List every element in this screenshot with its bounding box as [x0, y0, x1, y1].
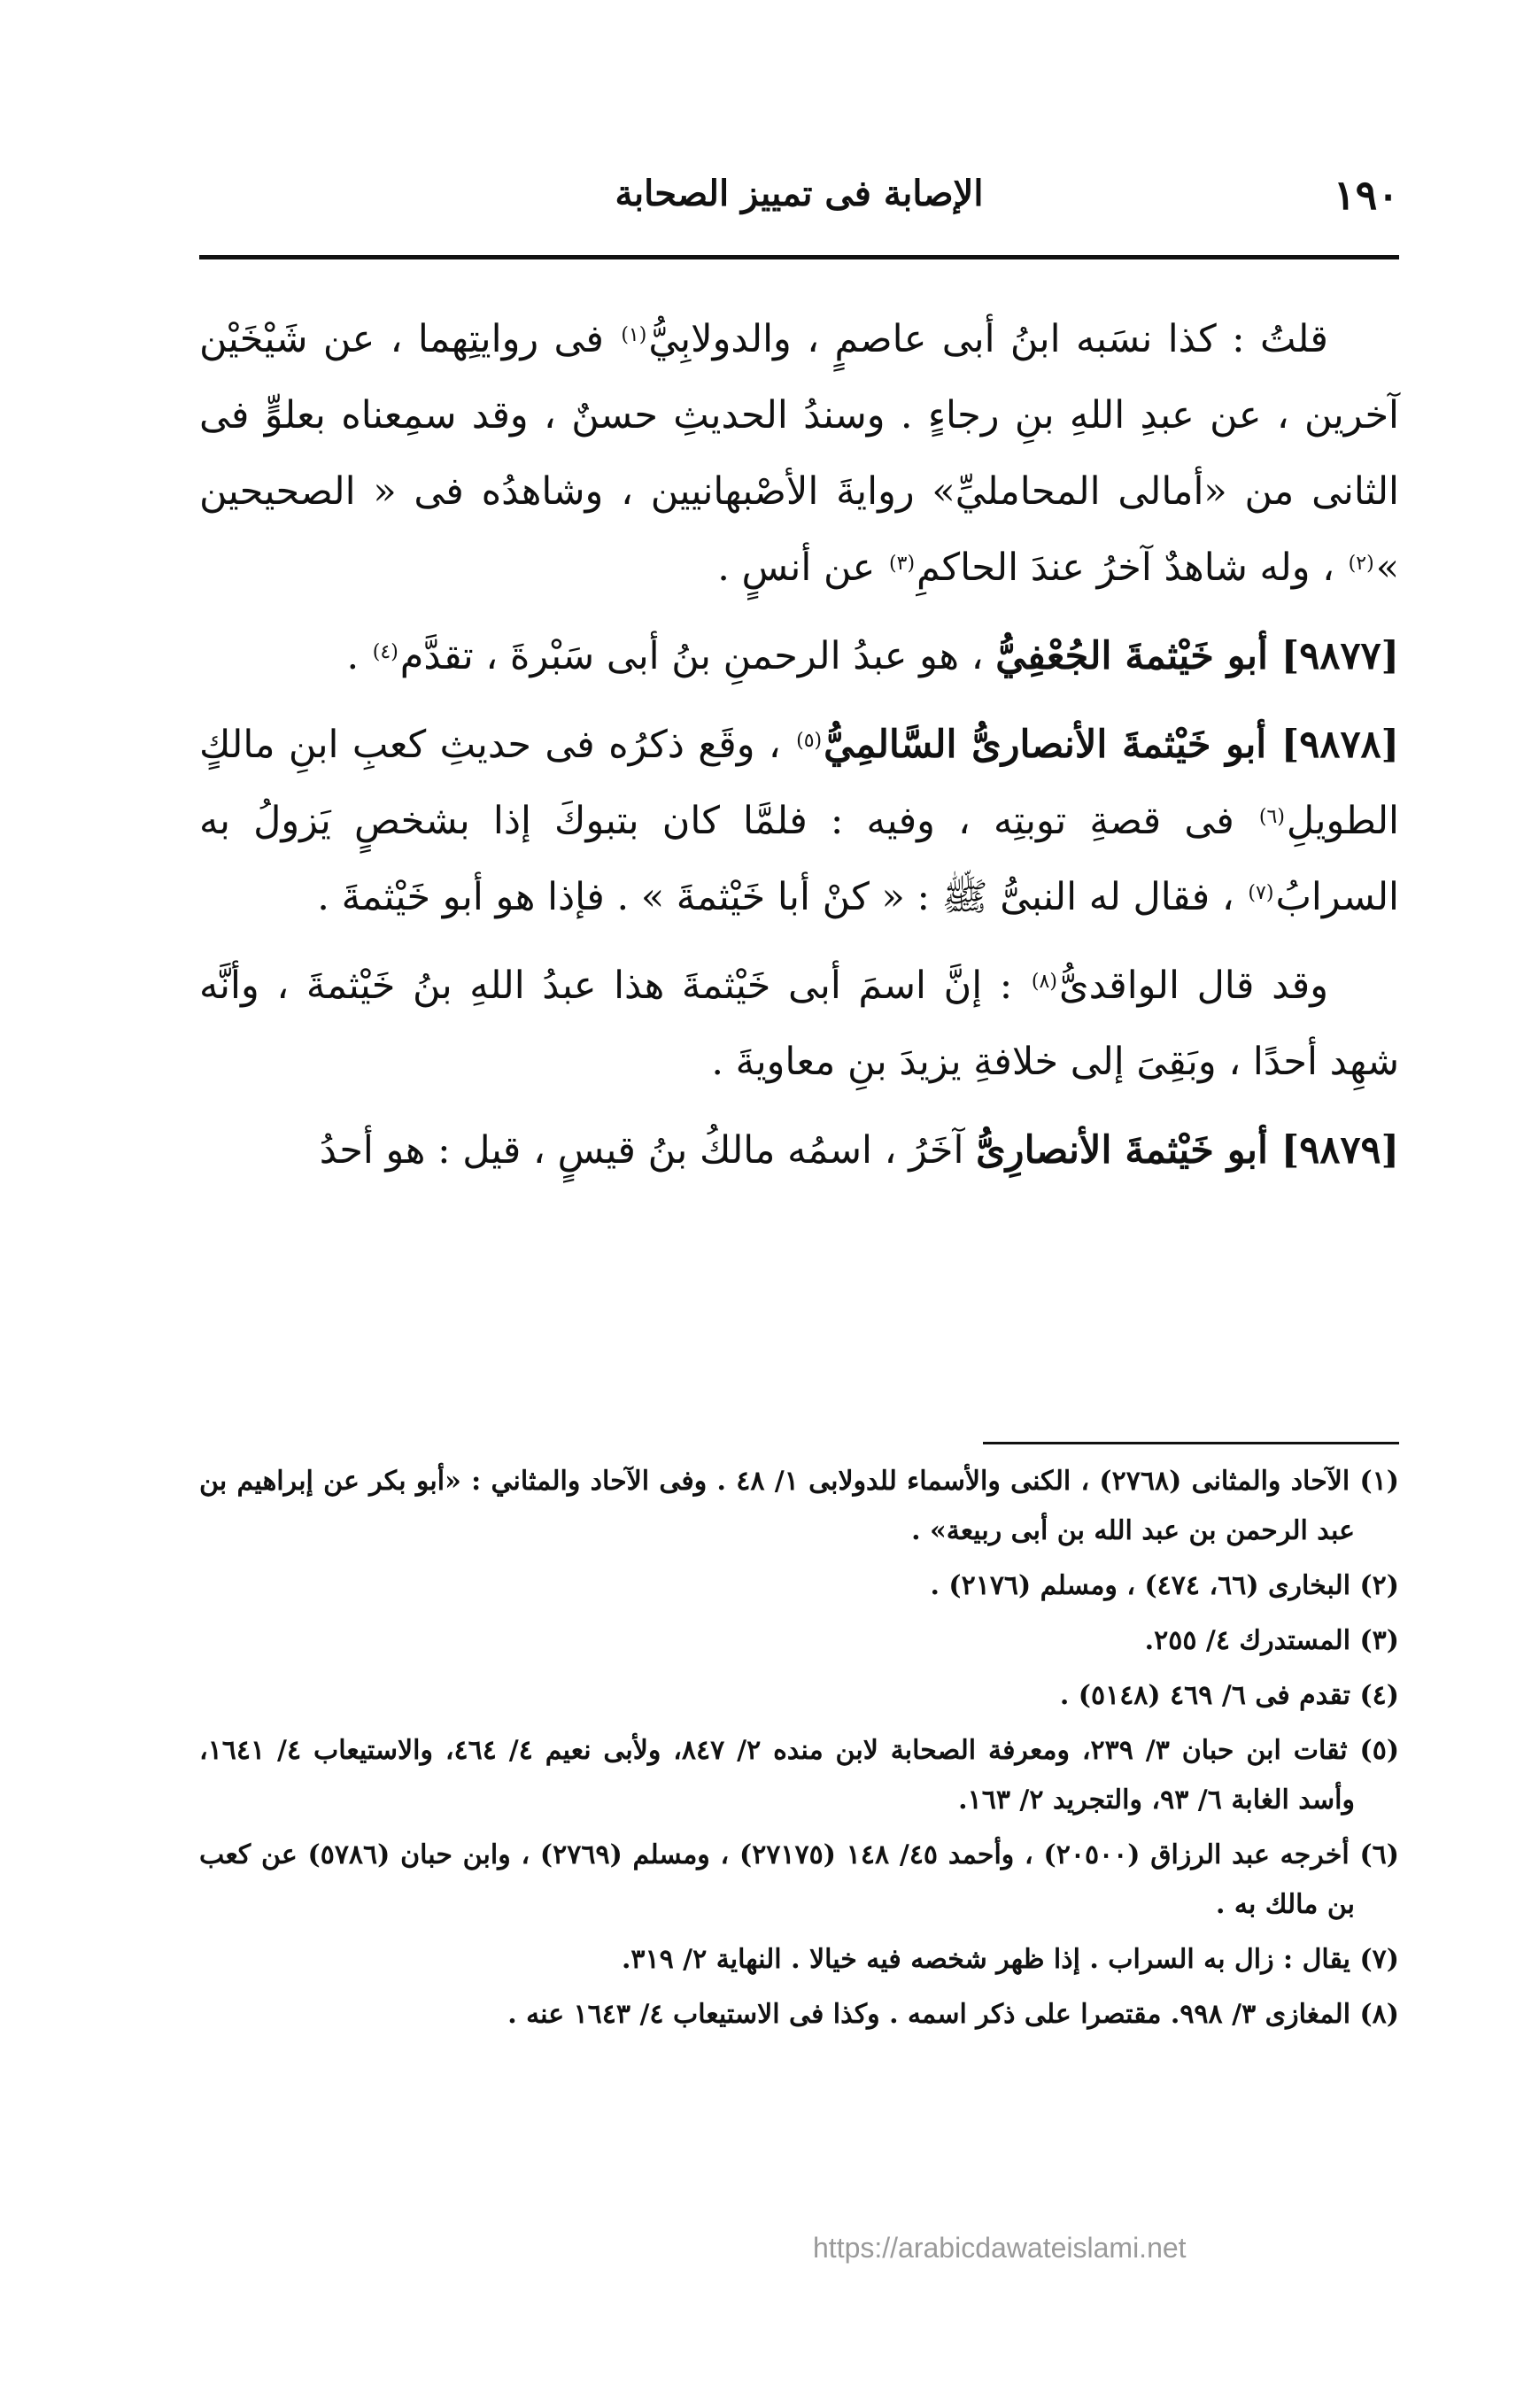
- paragraph-text: آخَرُ ، اسمُه مالكُ بنُ قيسٍ ، قيل : هو أحدُ: [319, 1128, 977, 1173]
- page-header: [199, 164, 1399, 252]
- entry-number: [٩٨٧٧]: [1280, 634, 1399, 678]
- footnote: (٢) البخارى (٦٦، ٤٧٤) ، ومسلم (٢١٧٦) .: [930, 1570, 1399, 1601]
- footnotes: [199, 1457, 1399, 2045]
- paragraph-text: ، هو عبدُ الرحمنِ بنُ أبى سَبْرةَ ، تقدَّم: [399, 634, 996, 678]
- footnote: (٤) تقدم فى ٦/ ٤٦٩ (٥١٤٨) .: [1059, 1680, 1399, 1711]
- entry-name: أبو خَيْثمةَ الأنصارِىُّ: [976, 1128, 1281, 1173]
- paragraph-text: ، وقَع ذكرُه فى حديثِ كعبِ ابنِ مالكٍ الطويلِ: [199, 723, 1399, 843]
- entry-number: [٩٨٧٨]: [1280, 723, 1399, 767]
- entry-paragraph: [199, 618, 1399, 694]
- footnote: (٦) أخرجه عبد الرزاق (٢٠٥٠٠) ، وأحمد ٤٥/ ١٤٨ (٢٧١٧٥) ، ومسلم (٢٧٦٩) ، وابن حبان (٥٧٨٦) عن كعب بن مالك به .: [199, 1839, 1399, 1920]
- paragraph: [199, 948, 1399, 1100]
- entry-paragraph: [199, 1112, 1399, 1189]
- footnote-ref: (١): [621, 324, 647, 346]
- paragraph-text: وقد قال الواقدىُّ: [1058, 964, 1328, 1008]
- main-text: [199, 301, 1399, 1201]
- footnote: (٣) المستدرك ٤/ ٢٥٥.: [1144, 1625, 1399, 1656]
- paragraph-text: فى قصةِ توبتِه ، وفيه : فلمَّا كان بتبوكَ إذا بشخصٍ يَزولُ به السرابُ: [199, 799, 1399, 919]
- entry-number: [٩٨٧٩]: [1280, 1128, 1399, 1173]
- paragraph-text: : إنَّ اسمَ أبى خَيْثمةَ هذا عبدُ اللهِ بنُ خَيْثمةَ ، وأنَّه شهِد أحدًا ، وبَقِىَ إلى خلافةِ يزيدَ بنِ معاويةَ .: [199, 964, 1399, 1084]
- footnote-ref: (٥): [796, 730, 823, 752]
- footnote-ref: (٧): [1248, 882, 1274, 904]
- paragraph-text: ، وله شاهدٌ آخرُ عندَ الحاكمِ: [917, 546, 1347, 590]
- paragraph-text: عن أنسٍ .: [717, 546, 888, 590]
- footnote-rule: [983, 1442, 1399, 1444]
- header-rule: [199, 255, 1399, 259]
- watermark-url: https://arabicdawateislami.net: [813, 2232, 1187, 2264]
- footnote-ref: (٨): [1031, 971, 1057, 993]
- footnote-ref: (٦): [1258, 806, 1285, 828]
- footnote: (٧) يقال : زال به السراب . إذا ظهر شخصه فيه خيالا . النهاية ٢/ ٣١٩.: [621, 1944, 1399, 1975]
- paragraph-text: فى روايتِهما ، عن شَيْخَيْن آخرين ، عن عبدِ اللهِ بنِ رجاءٍ . وسندُ الحديثِ حسنٌ ، وقد سمِعناه بعلوٍّ فى الثانى من «أمالى المحامليِّ» روايةَ الأصْبهانيين ، وشاهدُه فى « الصحيحين »: [199, 317, 1399, 590]
- footnote: (٥) ثقات ابن حبان ٣/ ٢٣٩، ومعرفة الصحابة لابن منده ٢/ ٨٤٧، ولأبى نعيم ٤/ ٤٦٤، والاستيعاب ٤/ ١٦٤١، وأسد الغابة ٦/ ٩٣، والتجريد ٢/ ١٦٣.: [199, 1735, 1400, 1816]
- footnote: (١) الآحاد والمثانى (٢٧٦٨) ، الكنى والأسماء للدولابى ١/ ٤٨ . وفى الآحاد والمثاني : «أبو بكر عن إبراهيم بن عبد الرحمن بن عبد الله بن أبى ربيعة» .: [199, 1466, 1399, 1546]
- footnote-ref: (٣): [889, 553, 916, 575]
- footnote: (٨) المغازى ٣/ ٩٩٨. مقتصرا على ذكر اسمه . وكذا فى الاستيعاب ٤/ ١٦٤٣ عنه .: [507, 1999, 1399, 2030]
- entry-paragraph: [199, 707, 1399, 935]
- page-number: ١٩٠: [1333, 171, 1399, 219]
- entry-name: أبو خَيْثمةَ الجُعْفِيُّ: [995, 634, 1281, 678]
- footnote-ref: (٢): [1348, 553, 1374, 575]
- paragraph-text: .: [346, 634, 371, 678]
- running-title: الإصابة فى تمييز الصحابة: [615, 173, 984, 214]
- paragraph-text: قلتُ : كذا نسَبه ابنُ أبى عاصمٍ ، والدولابِيُّ: [648, 317, 1328, 361]
- paragraph: [199, 301, 1399, 606]
- footnote-ref: (٤): [372, 641, 398, 663]
- entry-name: أبو خَيْثمةَ الأنصارىُّ السَّالمِيُّ: [824, 723, 1281, 767]
- paragraph-text: ، فقال له النبىُّ ﷺ : « كنْ أبا خَيْثمةَ » . فإذا هو أبو خَيْثمةَ .: [317, 875, 1247, 919]
